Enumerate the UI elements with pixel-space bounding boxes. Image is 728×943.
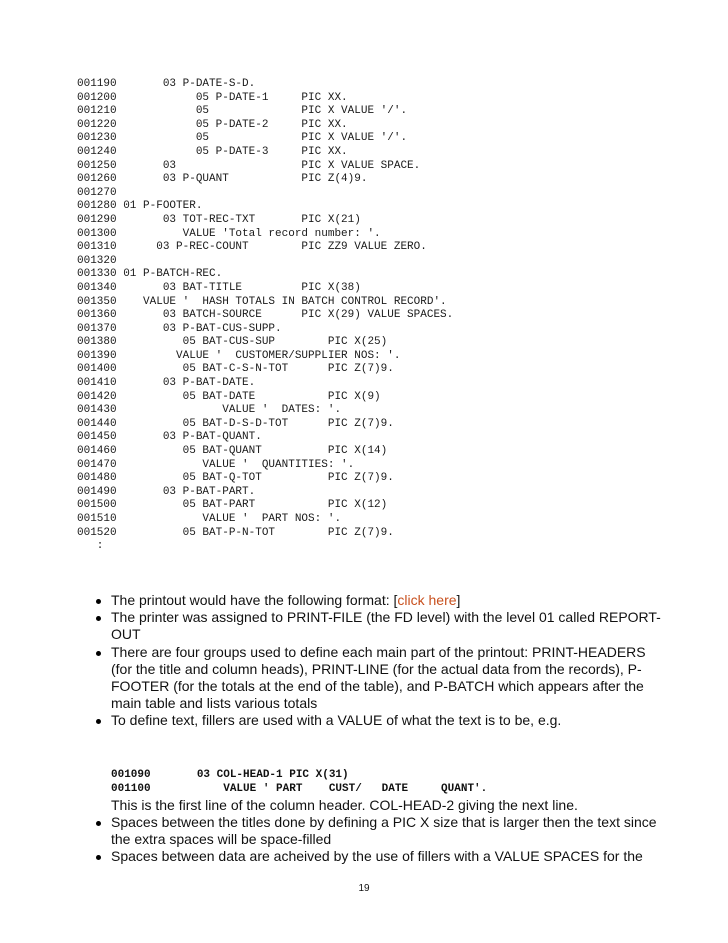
- code-line: 001400 05 BAT-C-S-N-TOT PIC Z(7)9.: [77, 363, 394, 376]
- code-line: 001330 01 P-BATCH-REC.: [77, 268, 223, 281]
- code-line: 001380 05 BAT-CUS-SUP PIC X(25): [77, 336, 388, 349]
- code-line: 001290 03 TOT-REC-TXT PIC X(21): [77, 213, 361, 226]
- code-line: 001240 05 P-DATE-3 PIC XX.: [77, 145, 348, 158]
- example-code-line: 001090 03 COL-HEAD-1 PIC X(31): [111, 769, 349, 781]
- code-line: 001520 05 BAT-P-N-TOT PIC Z(7)9.: [77, 526, 394, 539]
- code-line: 001200 05 P-DATE-1 PIC XX.: [77, 91, 348, 104]
- list-item: [96, 592, 668, 609]
- list-item: Spaces between the titles done by defining a PIC X size that is larger then the text since the extra spaces will be space-filled: [96, 814, 668, 848]
- code-line: 001460 05 BAT-QUANT PIC X(14): [77, 445, 388, 458]
- list-item: The printer was assigned to PRINT-FILE (the FD level) with the level 01 called REPORT-OUT: [96, 609, 668, 643]
- code-line: 001370 03 P-BAT-CUS-SUPP.: [77, 322, 282, 335]
- code-line: 001420 05 BAT-DATE PIC X(9): [77, 390, 381, 403]
- code-line: 001280 01 P-FOOTER.: [77, 200, 203, 213]
- bullet-list-continued: [96, 814, 668, 865]
- code-line: 001320: [77, 254, 117, 267]
- click-here-link[interactable]: click here: [397, 592, 457, 608]
- code-line: 001430 VALUE ' DATES: '.: [77, 404, 342, 417]
- code-line: 001190 03 P-DATE-S-D.: [77, 78, 256, 90]
- code-line: 001360 03 BATCH-SOURCE PIC X(29) VALUE SPACES.: [77, 309, 454, 322]
- code-line: 001260 03 P-QUANT PIC Z(4)9.: [77, 173, 368, 186]
- code-line: 001270: [77, 186, 117, 199]
- list-item: There are four groups used to define each main part of the printout: PRINT-HEADERS (for the title and column heads), PRINT-LINE (for the actual data from the records), P-FOOTER (for the totals at the end of the table), and P-BATCH which appears after the main table and lists various totals: [96, 644, 668, 713]
- code-line: 001490 03 P-BAT-PART.: [77, 485, 256, 498]
- code-line: 001470 VALUE ' QUANTITIES: '.: [77, 458, 355, 471]
- code-line: 001230 05 PIC X VALUE '/'.: [77, 132, 408, 145]
- code-line: 001210 05 PIC X VALUE '/'.: [77, 105, 408, 118]
- cobol-code-listing: [77, 78, 453, 554]
- code-line: 001340 03 BAT-TITLE PIC X(38): [77, 281, 361, 294]
- code-line: 001250 03 PIC X VALUE SPACE.: [77, 159, 421, 172]
- bullet-list: [96, 592, 668, 730]
- code-line: 001300 VALUE 'Total record number: '.: [77, 227, 381, 240]
- code-line: 001390 VALUE ' CUSTOMER/SUPPLIER NOS: '.: [77, 349, 401, 362]
- code-line: 001410 03 P-BAT-DATE.: [77, 377, 256, 390]
- code-line: :: [77, 540, 104, 553]
- list-item-text: The printout would have the following format: [: [111, 592, 398, 608]
- list-item: Spaces between data are acheived by the use of fillers with a VALUE SPACES for the: [96, 848, 668, 865]
- code-line: 001350 VALUE ' HASH TOTALS IN BATCH CONTROL RECORD'.: [77, 295, 447, 308]
- list-item: To define text, fillers are used with a VALUE of what the text is to be, e.g.: [96, 712, 668, 729]
- list-item-text: ]: [456, 592, 461, 608]
- explanation-paragraph: This is the first line of the column header. COL-HEAD-2 giving the next line.: [111, 797, 578, 813]
- code-line: 001310 03 P-REC-COUNT PIC ZZ9 VALUE ZERO.: [77, 241, 427, 254]
- code-line: 001220 05 P-DATE-2 PIC XX.: [77, 118, 348, 131]
- code-line: 001500 05 BAT-PART PIC X(12): [77, 499, 388, 512]
- example-code-line: 001100 VALUE ' PART CUST/ DATE QUANT'.: [111, 783, 488, 795]
- page-number: 19: [358, 883, 370, 894]
- code-line: 001450 03 P-BAT-QUANT.: [77, 431, 262, 444]
- code-line: 001510 VALUE ' PART NOS: '.: [77, 513, 342, 525]
- code-line: 001480 05 BAT-Q-TOT PIC Z(7)9.: [77, 472, 394, 485]
- code-line: 001440 05 BAT-D-S-D-TOT PIC Z(7)9.: [77, 417, 394, 430]
